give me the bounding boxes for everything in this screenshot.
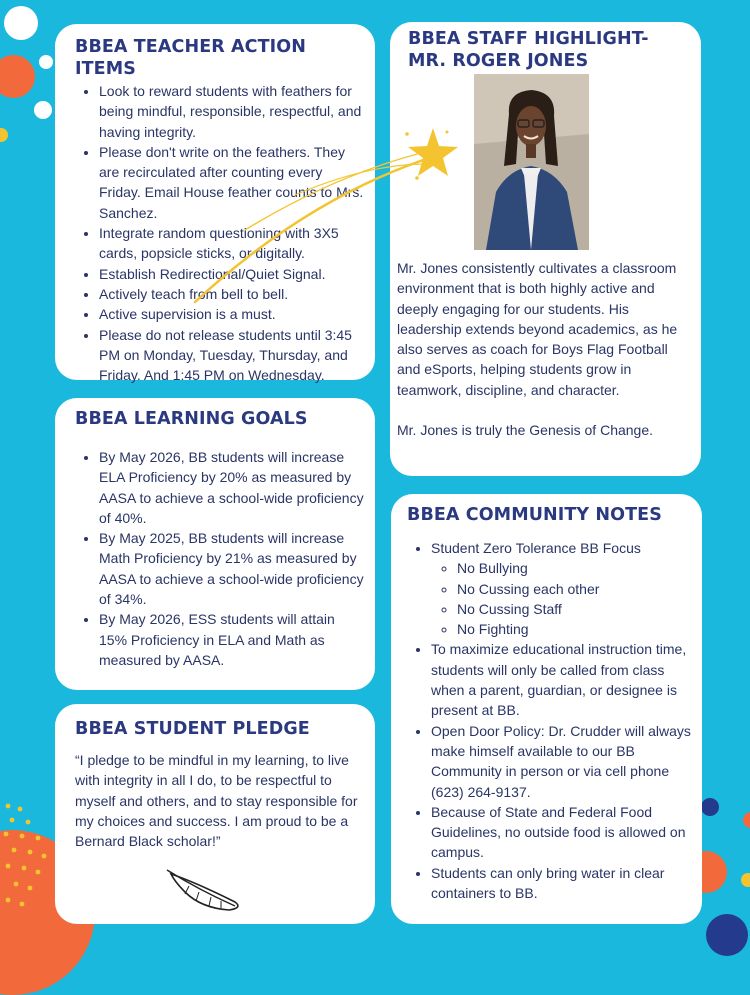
list-item: • By May 2026, BB students will increase ELA Proficiency by 20% as measured by AASA to achieve a school-wide proficiency of 40%. [99, 447, 365, 528]
student-pledge-title: BBEA STUDENT PLEDGE [75, 719, 310, 739]
list-item: • Establish Redirectional/Quiet Signal. [99, 264, 365, 284]
list-item: • Please do not release students until 3:45 PM on Monday, Tuesday, Thursday, and Friday. And 1:45 PM on Wednesday. [99, 325, 365, 386]
feather-icon [165, 866, 245, 914]
decor-circle-white-small [34, 101, 52, 119]
decor-circle-navy-large [706, 914, 748, 956]
decor-circle-orange-edge [743, 812, 750, 828]
list-item: • Please don't write on the feathers. They are recirculated after counting every Friday. Email House feather counts to Mrs. Sanchez. [99, 142, 365, 223]
shooting-star-icon [185, 120, 465, 305]
learning-goals-title: BBEA LEARNING GOALS [75, 409, 308, 429]
decor-circle-yellow [0, 128, 8, 142]
community-notes-list [407, 538, 692, 903]
list-item: • By May 2025, BB students will increase Math Proficiency by 21% as measured by AASA to achieve a school-wide proficiency of 34%. [99, 528, 365, 609]
highlight-closing: Mr. Jones is truly the Genesis of Change. [397, 422, 654, 439]
learning-goals-list [75, 447, 365, 670]
decor-circle-orange [0, 55, 35, 98]
community-notes-title: BBEA COMMUNITY NOTES [407, 505, 662, 525]
highlight-paragraph: Mr. Jones consistently cultivates a classroom environment that is both highly active and deeply engaging for our students. His leadership extends beyond academics, as he also serves as coach for Boys Flag Football and eSports, helping students grow in teamwork, discipline, and character. [397, 260, 678, 398]
highlight-title-line2: MR. ROGER JONES [408, 51, 589, 71]
decor-circle-navy [701, 798, 719, 816]
sub-list-item: ◦ No Cussing each other [457, 579, 692, 599]
list-item: • Students can only bring water in clear containers to BB. [431, 863, 692, 904]
sub-list-item: ◦ No Cussing Staff [457, 599, 692, 619]
list-item: • Open Door Policy: Dr. Crudder will always make himself available to our BB Community in person or via cell phone (623) 264-9137. [431, 721, 692, 802]
list-item: • Because of State and Federal Food Guidelines, no outside food is allowed on campus. [431, 802, 692, 863]
list-item [431, 538, 692, 639]
decor-circle-white-small [39, 55, 53, 69]
focus-label: Student Zero Tolerance BB Focus [431, 540, 641, 556]
list-item: • By May 2026, ESS students will attain 15% Proficiency in ELA and Math as measured by AASA. [99, 609, 365, 670]
student-pledge-card [55, 704, 375, 924]
decor-circle-yellow [741, 873, 750, 887]
highlight-title-line1: BBEA STAFF HIGHLIGHT- [408, 29, 649, 49]
focus-sublist [431, 558, 692, 639]
sub-list-item: ◦ No Bullying [457, 558, 692, 578]
list-item: • Look to reward students with feathers for being mindful, responsible, respectful, and having integrity. [99, 81, 365, 142]
list-item: • Integrate random questioning with 3X5 cards, popsicle sticks, or digitally. [99, 223, 365, 264]
action-items-title: BBEA TEACHER ACTION ITEMS [75, 37, 306, 79]
list-item: • To maximize educational instruction time, students will only be called from class when a parent, guardian, or designee is present at BB. [431, 639, 692, 720]
decor-dots [0, 800, 52, 920]
learning-goals-card [55, 398, 375, 690]
sub-list-item: ◦ No Fighting [457, 619, 692, 639]
list-item: • Actively teach from bell to bell. [99, 284, 365, 304]
staff-photo [474, 74, 589, 250]
student-pledge-text: “I pledge to be mindful in my learning, to live with integrity in all I do, to be respectful to myself and others, and to stay responsible for my choices and success. I am proud to be a Bernard Black scholar!” [75, 752, 358, 850]
decor-circle-white-large [4, 6, 38, 40]
list-item: • Active supervision is a must. [99, 304, 365, 324]
community-notes-card [391, 494, 702, 924]
